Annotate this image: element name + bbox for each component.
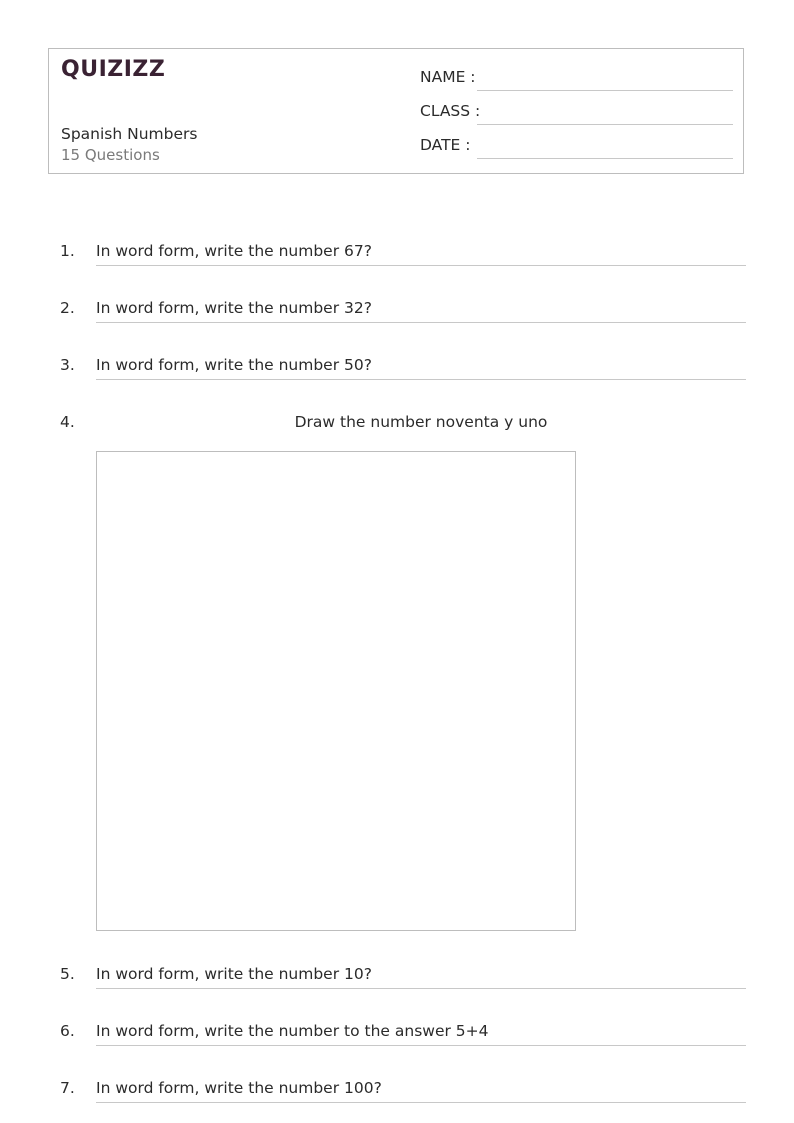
question-3 [60,356,746,384]
question-5 [60,965,746,993]
question-4 [60,413,746,441]
question-number: 6. [60,1022,75,1040]
class-field[interactable] [420,102,733,126]
drawing-area[interactable] [96,451,576,931]
question-text: Draw the number noventa y uno [294,413,548,431]
answer-line[interactable] [96,379,746,380]
question-number: 7. [60,1079,75,1097]
name-line[interactable] [477,90,733,91]
question-text: In word form, write the number to the answer 5+4 [96,1022,489,1040]
question-2 [60,299,746,327]
date-label: DATE : [420,136,471,154]
question-6 [60,1022,746,1050]
question-text: In word form, write the number 10? [96,965,372,983]
date-line[interactable] [477,158,733,159]
question-1 [60,242,746,270]
name-label: NAME : [420,68,476,86]
worksheet-title: Spanish Numbers [61,125,198,143]
question-number: 1. [60,242,75,260]
answer-line[interactable] [96,1045,746,1046]
class-label: CLASS : [420,102,481,120]
question-text: In word form, write the number 67? [96,242,372,260]
question-number: 4. [60,413,75,431]
question-number: 5. [60,965,75,983]
question-text: In word form, write the number 100? [96,1079,382,1097]
answer-line[interactable] [96,265,746,266]
quizizz-logo: QUIZIZZ [61,57,166,82]
question-count: 15 Questions [61,146,160,164]
question-text: In word form, write the number 50? [96,356,372,374]
date-field[interactable] [420,136,733,160]
answer-line[interactable] [96,1102,746,1103]
question-7 [60,1079,746,1107]
question-number: 2. [60,299,75,317]
question-number: 3. [60,356,75,374]
class-line[interactable] [477,124,733,125]
question-text: In word form, write the number 32? [96,299,372,317]
worksheet-header [48,48,744,174]
answer-line[interactable] [96,322,746,323]
answer-line[interactable] [96,988,746,989]
name-field[interactable] [420,68,733,92]
